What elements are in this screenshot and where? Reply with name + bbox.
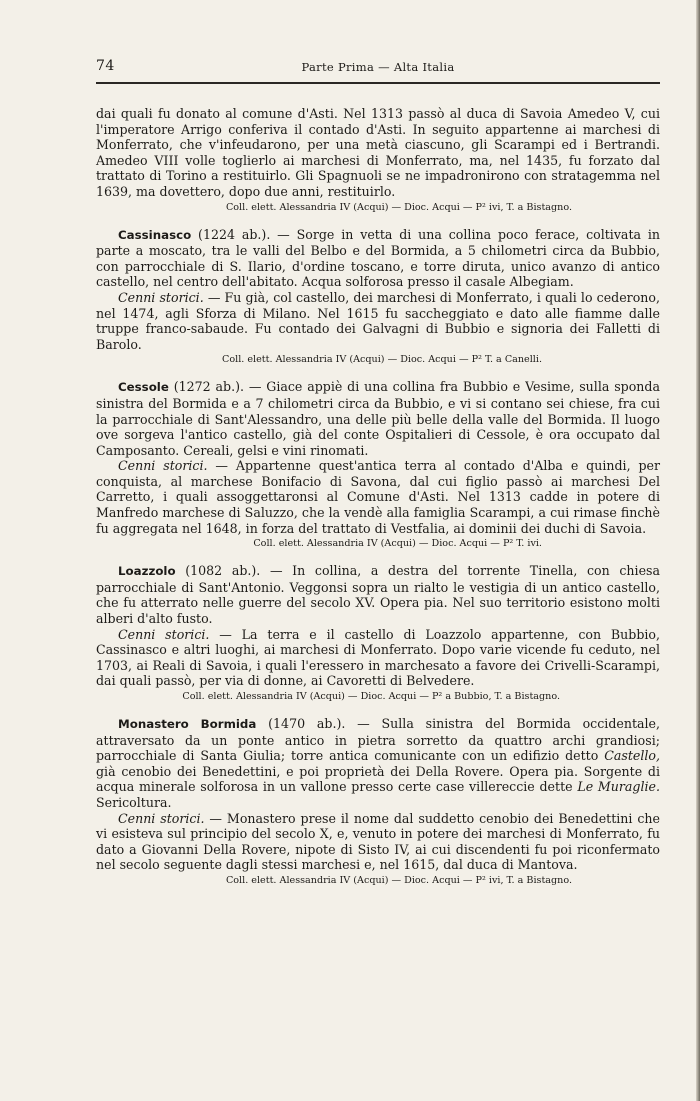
entry-note: Coll. elett. Alessandria IV (Acqui) — Dioc. Acqui — P² ivi, T. a Bistagno.	[225, 874, 572, 886]
entry-name: Cassinasco	[118, 227, 192, 242]
entry-name: Loazzolo	[118, 564, 176, 579]
entry-description	[96, 379, 660, 458]
cenni-text: — La terra e il castello di Loazzolo appartenne, con Bubbio, Cassinasco e altri luoghi, ai marchesi di Monferrato. Dopo varie vicende fu ceduto, nel 1703, ai Reali di Savoia, i quali l'eressero in marchesato a favore dei Crivelli-Scarampi, dai quali passò, per via di donne, ai Cavoretti di Belvedere.	[96, 626, 660, 689]
entry-description	[96, 227, 660, 290]
entry-monastero-bormida	[96, 716, 660, 887]
running-title: Parte Prima — Alta Italia	[301, 60, 455, 74]
intro-paragraph: dai quali fu donato al comune d'Asti. Nel 1313 passò al duca di Savoia Amedeo V, cui l'imperatore Arrigo conferiva il contado d'Asti. In seguito appartenne ai marchesi di Monferrato, che v'infeudarono, per una metà ciascuno, gli Scarampi ed i Bertrandi. Amedeo VIII volle toglierlo ai marchesi di Monferrato, ma, nel 1435, fu forzato dal trattato di Torino a restituirlo. Gli Spagnuoli se ne impadronirono con stratagemma nel 1639, ma dovettero, dopo due anni, restituirlo.	[96, 106, 660, 199]
cenni-text: — Monastero prese il nome dal suddetto cenobio dei Benedettini che vi esisteva sul principio del secolo X, e, venuto in potere dei marchesi di Monferrato, fu dato a Giovanni Della Rovere, nipote di Sisto IV, ai cui discendenti fu poi riconfermato nel secolo seguente dagli stessi marchesi e, nel 1615, dal duca di Mantova.	[96, 810, 660, 873]
entry-desc-text: Sericoltura.	[96, 794, 172, 810]
place-name-castello: Castello,	[604, 748, 660, 764]
cenni-text: — Fu già, col castello, dei marchesi di Monferrato, i quali lo cederono, nel 1474, agli Sforza di Milano. Nel 1615 fu saccheggiato e dato alle fiamme dalle truppe franco-sabaude. Fu contado dei Galvagni di Bubbio e signoria dei Falletti di Barolo.	[96, 289, 660, 352]
cenni-text: — Appartenne quest'antica terra al contado d'Alba e quindi, per conquista, al marchese Bonifacio di Savona, dal cui figlio passò ai marchesi Del Carretto, i quali assoggettaronsi al Comune d'Asti. Nel 1313 cadde in potere di Manfredo marchese di Saluzzo, che la vendè alla famiglia Scarampi, a cui rimase finchè fu aggregata nel 1648, in forza del trattato di Vestfalia, ai dominii dei duchi di Savoia.	[96, 458, 660, 536]
cenni-label: Cenni storici.	[118, 289, 204, 305]
entry-history	[96, 290, 660, 352]
cenni-label: Cenni storici.	[118, 810, 205, 826]
running-header	[96, 54, 660, 84]
entry-description	[96, 716, 660, 811]
entry-history	[96, 627, 660, 689]
entry-desc-text: (1224 ab.). — Sorge in vetta di una collina poco ferace, coltivata in parte a moscato, tra le valli del Belbo e del Bormida, a 5 chilometri circa da Bubbio, con parrocchiale di S. Ilario, d'ordine toscano, e torre diruta, unico avanzo di antico castello, nel centro dell'abitato. Acqua solforosa presso il casale Albegiam.	[96, 226, 660, 290]
entry-note: Coll. elett. Alessandria IV (Acqui) — Dioc. Acqui — P² T. a Canelli.	[222, 354, 542, 366]
entry-desc-text: (1272 ab.). — Giace appiè di una collina fra Bubbio e Vesime, sulla sponda sinistra del Bormida e a 7 chilometri circa da Bubbio, e vi si contano sei chiese, fra cui la parrocchiale di Sant'Alessandro, una delle più belle della valle del Bormida. Il luogo ove sorgeva l'antico castello, già del conte Ospitalieri di Cessole, è ora occupato dal Camposanto. Cereali, gelsi e vini rinomati.	[96, 379, 660, 458]
book-page	[96, 54, 660, 887]
entry-cassinasco	[96, 227, 660, 367]
entry-loazzolo	[96, 563, 660, 703]
page-edge-shadow	[696, 0, 700, 1101]
entry-description	[96, 563, 660, 626]
entry-name: Cessole	[118, 380, 169, 395]
entry-cessole	[96, 379, 660, 550]
page-number: 74	[96, 58, 115, 74]
entry-desc-text: (1082 ab.). — In collina, a destra del torrente Tinella, con chiesa parrocchiale di Sant'Antonio. Veggonsi sopra un rialto le vestigia di un antico castello, che fu atterrato nelle guerre del secolo XV. Opera pia. Nel suo territorio esistono molti alberi d'alto fusto.	[96, 563, 660, 627]
page-body	[96, 106, 660, 887]
entry-history	[96, 458, 660, 536]
intro-note: Coll. elett. Alessandria IV (Acqui) — Dioc. Acqui — P² ivi, T. a Bistagno.	[225, 201, 572, 213]
entry-note: Coll. elett. Alessandria IV (Acqui) — Dioc. Acqui — P² T. ivi.	[253, 538, 542, 550]
place-name-muraglie: Le Muraglie.	[577, 779, 660, 795]
entry-desc-text: (1470 ab.). — Sulla sinistra del Bormida occidentale, attraversato da un ponte antico in pietra sorretto da quattro archi grandiosi; parrocchiale di Santa Giulia; torre antica comunicante con un edifizio detto	[96, 716, 660, 764]
entry-note: Coll. elett. Alessandria IV (Acqui) — Dioc. Acqui — P² a Bubbio, T. a Bistagno.	[182, 691, 560, 702]
cenni-label: Cenni storici.	[118, 458, 208, 474]
entry-name: Monastero Bormida	[118, 717, 257, 731]
cenni-label: Cenni storici.	[118, 626, 210, 642]
entry-desc-text: già cenobio dei Benedettini, e poi proprietà dei Della Rovere. Opera pia. Sorgente di acqua minerale solforosa in un vallone presso certe case villereccie dette	[96, 763, 660, 795]
entry-history	[96, 811, 660, 873]
